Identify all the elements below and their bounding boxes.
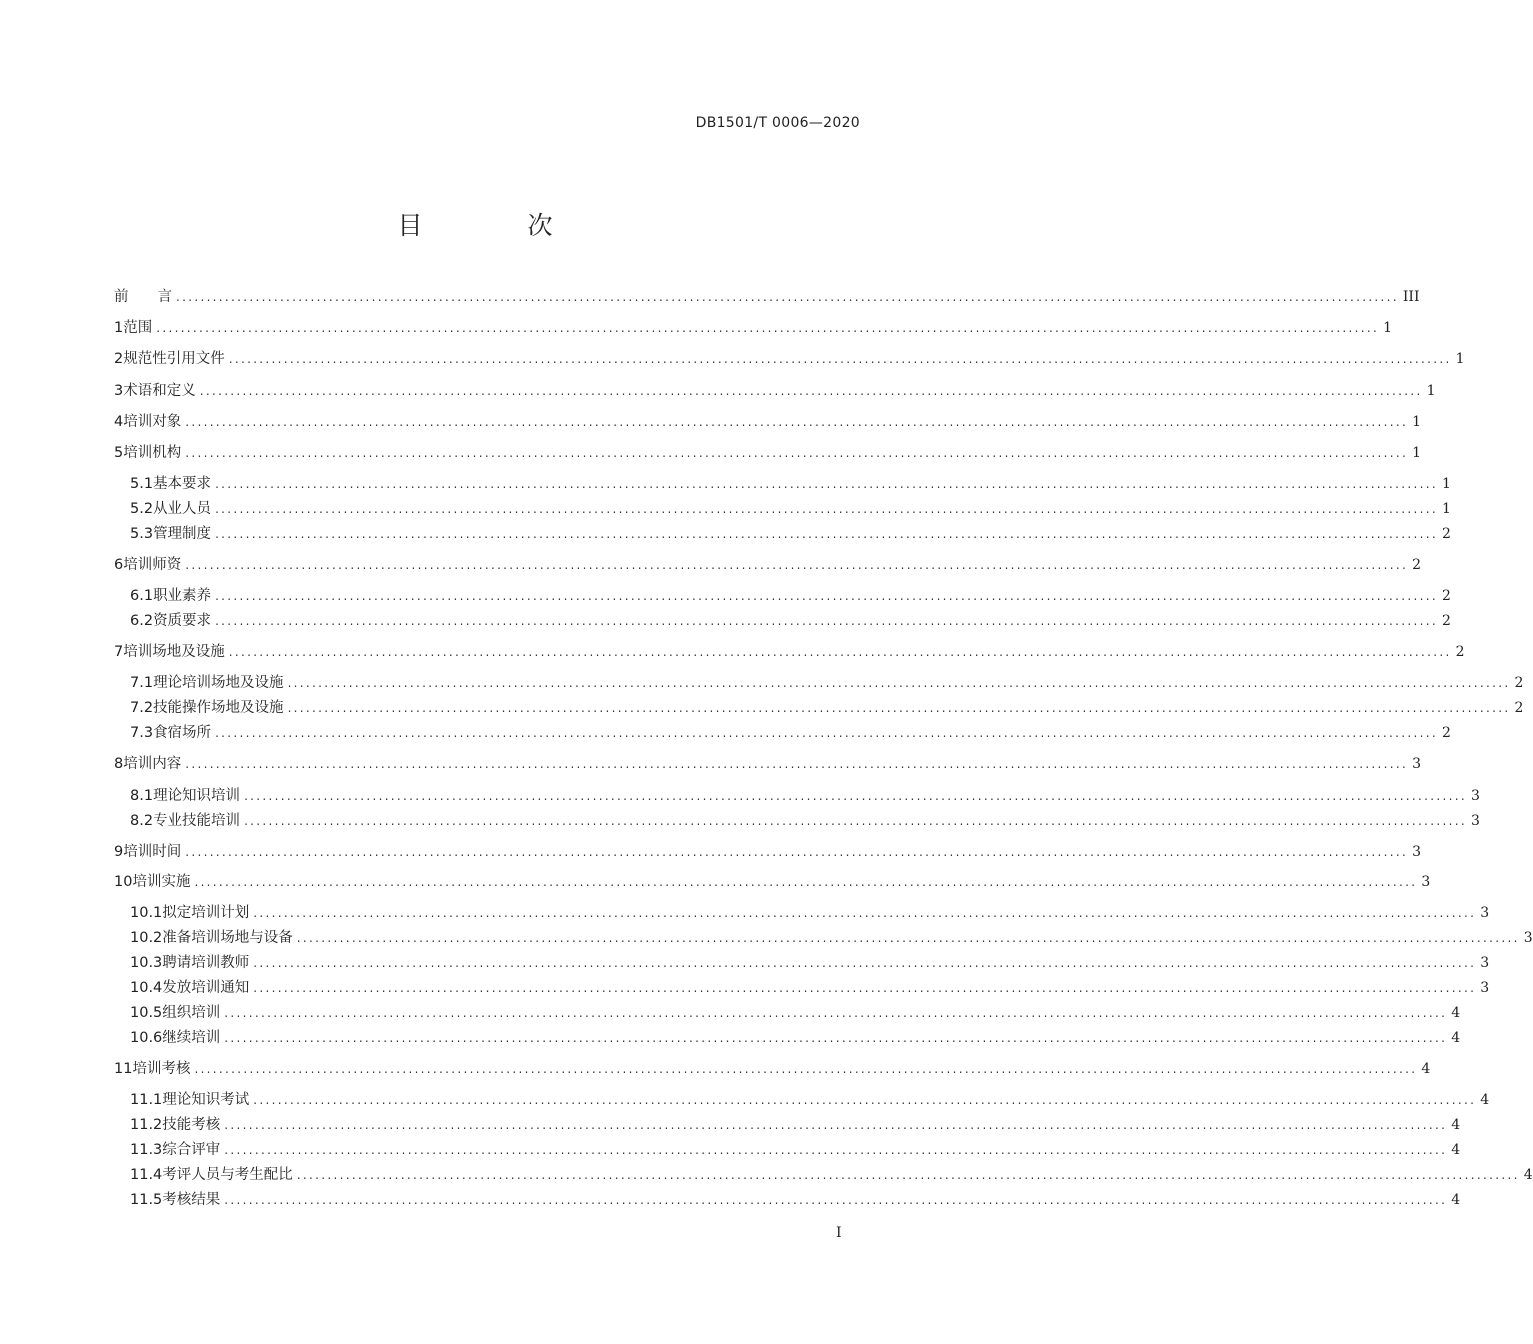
toc-entry-label: 前 言 bbox=[114, 289, 172, 305]
toc-entry-number: 8.2 bbox=[130, 813, 154, 829]
dot-leader: ........................................................................................................................................................................................................ bbox=[185, 558, 1409, 572]
toc-entry-label: 培训内容 bbox=[123, 756, 182, 772]
dot-leader: ........................................................................................................................................................................................................ bbox=[156, 321, 1380, 335]
toc-entry-label: 培训实施 bbox=[132, 874, 191, 890]
toc-entry-number: 11.4 bbox=[130, 1167, 163, 1183]
dot-leader: ........................................................................................................................................................................................................ bbox=[215, 726, 1438, 740]
toc-entry-number: 6 bbox=[114, 557, 124, 573]
toc-entry-page: 3 bbox=[1470, 788, 1480, 804]
toc-entry-page: 2 bbox=[1441, 613, 1451, 629]
toc-entry-number: 9 bbox=[114, 844, 124, 860]
toc-entry-page: 4 bbox=[1451, 1117, 1461, 1133]
toc-entry-page: 1 bbox=[1441, 501, 1451, 517]
toc-entry-label: 培训场地及设施 bbox=[123, 644, 225, 660]
page-number: I bbox=[836, 1225, 842, 1241]
toc-entry-label: 范围 bbox=[123, 320, 153, 336]
toc-entry-page: 4 bbox=[1451, 1192, 1461, 1208]
toc-entry-page: 2 bbox=[1455, 644, 1465, 660]
dot-leader: ........................................................................................................................................................................................................ bbox=[224, 1031, 1448, 1045]
toc-entry[interactable] bbox=[114, 841, 1422, 863]
toc-entry-label: 理论培训场地及设施 bbox=[153, 675, 284, 691]
toc-entry[interactable] bbox=[114, 523, 1451, 545]
dot-leader: ........................................................................................................................................................................................................ bbox=[185, 757, 1409, 771]
toc-entry-number: 7.3 bbox=[130, 725, 154, 741]
toc-entry-number: 10.2 bbox=[130, 930, 163, 946]
toc-entry[interactable] bbox=[114, 697, 1524, 719]
toc-entry-number: 6.2 bbox=[130, 613, 154, 629]
toc-entry-page: 2 bbox=[1514, 700, 1524, 716]
toc-entry[interactable] bbox=[114, 1089, 1490, 1111]
toc-entry-number: 5.2 bbox=[130, 501, 154, 517]
toc-entry-page: 1 bbox=[1383, 320, 1393, 336]
toc-entry[interactable] bbox=[114, 1164, 1533, 1186]
toc-entry-label: 考评人员与考生配比 bbox=[162, 1167, 293, 1183]
page-title: 目 次 bbox=[397, 211, 593, 240]
toc-entry[interactable] bbox=[114, 785, 1480, 807]
toc-entry-number: 11.2 bbox=[130, 1117, 163, 1133]
dot-leader: ........................................................................................................................................................................................................ bbox=[244, 814, 1467, 828]
dot-leader: ........................................................................................................................................................................................................ bbox=[215, 614, 1438, 628]
toc-entry-page: III bbox=[1402, 289, 1420, 305]
toc-entry-label: 术语和定义 bbox=[123, 383, 196, 399]
toc-entry-page: 1 bbox=[1412, 445, 1422, 461]
toc-entry-label: 发放培训通知 bbox=[162, 980, 250, 996]
toc-entry[interactable] bbox=[114, 1027, 1461, 1049]
toc-entry[interactable] bbox=[114, 554, 1422, 576]
toc-entry-page: 3 bbox=[1480, 955, 1490, 971]
toc-entry-label: 技能操作场地及设施 bbox=[153, 700, 284, 716]
toc-entry[interactable] bbox=[114, 1002, 1461, 1024]
toc-entry-label: 从业人员 bbox=[153, 501, 212, 517]
dot-leader: ........................................................................................................................................................................................................ bbox=[215, 527, 1438, 541]
toc-entry-label: 培训师资 bbox=[123, 557, 182, 573]
toc-entry-label: 聘请培训教师 bbox=[162, 955, 250, 971]
toc-entry-number: 7 bbox=[114, 644, 124, 660]
toc-entry-number: 2 bbox=[114, 351, 124, 367]
dot-leader: ........................................................................................................................................................................................................ bbox=[287, 676, 1511, 690]
toc-entry-number: 5.3 bbox=[130, 526, 154, 542]
toc-entry-label: 资质要求 bbox=[153, 613, 212, 629]
dot-leader: ........................................................................................................................................................................................................ bbox=[253, 906, 1477, 920]
toc-entry-number: 10.6 bbox=[130, 1030, 163, 1046]
toc-entry[interactable] bbox=[114, 1189, 1461, 1211]
toc-entry[interactable] bbox=[114, 952, 1490, 974]
toc-entry-number: 10 bbox=[114, 874, 133, 890]
dot-leader: ........................................................................................................................................................................................................ bbox=[185, 845, 1409, 859]
toc-entry-page: 4 bbox=[1451, 1005, 1461, 1021]
toc-entry-page: 2 bbox=[1441, 588, 1451, 604]
toc-entry-label: 专业技能培训 bbox=[153, 813, 241, 829]
toc-entry-page: 1 bbox=[1426, 383, 1436, 399]
toc-entry-page: 1 bbox=[1412, 414, 1422, 430]
toc-entry[interactable] bbox=[114, 411, 1422, 433]
toc-entry-page: 3 bbox=[1523, 930, 1533, 946]
dot-leader: ........................................................................................................................................................................................................ bbox=[215, 477, 1438, 491]
dot-leader: ........................................................................................................................................................................................................ bbox=[253, 981, 1477, 995]
toc-entry-label: 理论知识考试 bbox=[162, 1092, 250, 1108]
toc-entry-label: 技能考核 bbox=[162, 1117, 221, 1133]
dot-leader: ........................................................................................................................................................................................................ bbox=[253, 1093, 1477, 1107]
toc-entry[interactable] bbox=[114, 286, 1420, 308]
toc-entry-label: 综合评审 bbox=[162, 1142, 221, 1158]
toc-entry-number: 10.1 bbox=[130, 905, 163, 921]
toc-entry[interactable] bbox=[114, 753, 1422, 775]
toc-entry-number: 8.1 bbox=[130, 788, 154, 804]
toc-entry[interactable] bbox=[114, 1139, 1461, 1161]
dot-leader: ........................................................................................................................................................................................................ bbox=[185, 446, 1409, 460]
toc-entry[interactable] bbox=[114, 722, 1451, 744]
toc-entry-number: 7.1 bbox=[130, 675, 154, 691]
dot-leader: ........................................................................................................................................................................................................ bbox=[224, 1118, 1448, 1132]
dot-leader: ........................................................................................................................................................................................................ bbox=[296, 931, 1520, 945]
dot-leader: ........................................................................................................................................................................................................ bbox=[224, 1193, 1448, 1207]
toc-entry-page: 4 bbox=[1451, 1142, 1461, 1158]
toc-entry-label: 管理制度 bbox=[153, 526, 212, 542]
toc-entry[interactable] bbox=[114, 810, 1480, 832]
toc-entry[interactable] bbox=[114, 442, 1422, 464]
toc-entry-page: 1 bbox=[1455, 351, 1465, 367]
document-code: DB1501/T 0006—2020 bbox=[695, 115, 860, 131]
toc-entry-number: 3 bbox=[114, 383, 124, 399]
toc-entry-number: 6.1 bbox=[130, 588, 154, 604]
toc-entry-page: 4 bbox=[1523, 1167, 1533, 1183]
toc-entry-page: 2 bbox=[1441, 725, 1451, 741]
toc-entry-number: 11.1 bbox=[130, 1092, 163, 1108]
dot-leader: ........................................................................................................................................................................................................ bbox=[244, 789, 1467, 803]
toc-entry-number: 5.1 bbox=[130, 476, 154, 492]
toc-entry-label: 拟定培训计划 bbox=[162, 905, 250, 921]
toc-entry-page: 3 bbox=[1480, 980, 1490, 996]
toc-entry[interactable] bbox=[114, 1058, 1431, 1080]
toc-entry[interactable] bbox=[114, 380, 1436, 402]
dot-leader: ........................................................................................................................................................................................................ bbox=[194, 1062, 1418, 1076]
toc-entry-page: 1 bbox=[1441, 476, 1451, 492]
dot-leader: ........................................................................................................................................................................................................ bbox=[215, 589, 1438, 603]
toc-entry[interactable] bbox=[114, 1114, 1461, 1136]
toc-entry-label: 食宿场所 bbox=[153, 725, 212, 741]
toc-entry-number: 10.4 bbox=[130, 980, 163, 996]
toc-entry[interactable] bbox=[114, 902, 1490, 924]
toc-entry-number: 1 bbox=[114, 320, 124, 336]
toc-entry-page: 2 bbox=[1412, 557, 1422, 573]
dot-leader: ........................................................................................................................................................................................................ bbox=[224, 1143, 1448, 1157]
toc-entry-number: 5 bbox=[114, 445, 124, 461]
toc-entry-label: 组织培训 bbox=[162, 1005, 221, 1021]
toc-entry[interactable] bbox=[114, 317, 1393, 339]
dot-leader: ........................................................................................................................................................................................................ bbox=[287, 701, 1511, 715]
toc-entry-page: 4 bbox=[1451, 1030, 1461, 1046]
toc-entry[interactable] bbox=[114, 977, 1490, 999]
toc-entry-label: 准备培训场地与设备 bbox=[162, 930, 293, 946]
toc-entry-page: 3 bbox=[1470, 813, 1480, 829]
toc-entry[interactable] bbox=[114, 473, 1451, 495]
toc-entry-label: 继续培训 bbox=[162, 1030, 221, 1046]
toc-entry-number: 8 bbox=[114, 756, 124, 772]
toc-entry-page: 2 bbox=[1441, 526, 1451, 542]
toc-entry-page: 2 bbox=[1514, 675, 1524, 691]
toc-entry-label: 考核结果 bbox=[162, 1192, 221, 1208]
toc-entry-page: 3 bbox=[1412, 756, 1422, 772]
toc-entry-label: 培训对象 bbox=[123, 414, 182, 430]
toc-entry-number: 10.5 bbox=[130, 1005, 163, 1021]
toc-entry-page: 3 bbox=[1480, 905, 1490, 921]
dot-leader: ........................................................................................................................................................................................................ bbox=[228, 352, 1452, 366]
toc-entry-label: 职业素养 bbox=[153, 588, 212, 604]
dot-leader: ........................................................................................................................................................................................................ bbox=[253, 956, 1477, 970]
toc-entry[interactable] bbox=[114, 585, 1451, 607]
toc-entry-label: 基本要求 bbox=[153, 476, 212, 492]
dot-leader: ........................................................................................................................................................................................................ bbox=[224, 1006, 1448, 1020]
toc-entry-number: 7.2 bbox=[130, 700, 154, 716]
dot-leader: ........................................................................................................................................................................................................ bbox=[199, 384, 1423, 398]
toc-entry-page: 3 bbox=[1421, 874, 1431, 890]
toc-entry-label: 规范性引用文件 bbox=[123, 351, 225, 367]
toc-entry[interactable] bbox=[114, 672, 1524, 694]
toc-entry[interactable] bbox=[114, 498, 1451, 520]
dot-leader: ........................................................................................................................................................................................................ bbox=[215, 502, 1438, 516]
toc-entry-page: 4 bbox=[1421, 1061, 1431, 1077]
toc-entry[interactable] bbox=[114, 927, 1533, 949]
dot-leader: ........................................................................................................................................................................................................ bbox=[228, 645, 1452, 659]
dot-leader: ........................................................................................................................................................................................................ bbox=[296, 1168, 1520, 1182]
toc-entry-number: 4 bbox=[114, 414, 124, 430]
dot-leader: ........................................................................................................................................................................................................ bbox=[194, 875, 1418, 889]
toc-entry-number: 11 bbox=[114, 1061, 133, 1077]
toc-entry[interactable] bbox=[114, 871, 1431, 893]
toc-entry-number: 10.3 bbox=[130, 955, 163, 971]
toc-entry[interactable] bbox=[114, 641, 1465, 663]
dot-leader: ........................................................................................................................................................................................................ bbox=[185, 415, 1409, 429]
toc-entry-label: 理论知识培训 bbox=[153, 788, 241, 804]
toc-entry-page: 4 bbox=[1480, 1092, 1490, 1108]
toc-entry[interactable] bbox=[114, 610, 1451, 632]
dot-leader: ........................................................................................................................................................................................................ bbox=[176, 290, 1399, 304]
toc-entry-label: 培训时间 bbox=[123, 844, 182, 860]
toc-entry-label: 培训考核 bbox=[132, 1061, 191, 1077]
toc-entry-number: 11.3 bbox=[130, 1142, 163, 1158]
toc-entry-page: 3 bbox=[1412, 844, 1422, 860]
toc-entry-label: 培训机构 bbox=[123, 445, 182, 461]
toc-entry-number: 11.5 bbox=[130, 1192, 163, 1208]
toc-entry[interactable] bbox=[114, 348, 1465, 370]
